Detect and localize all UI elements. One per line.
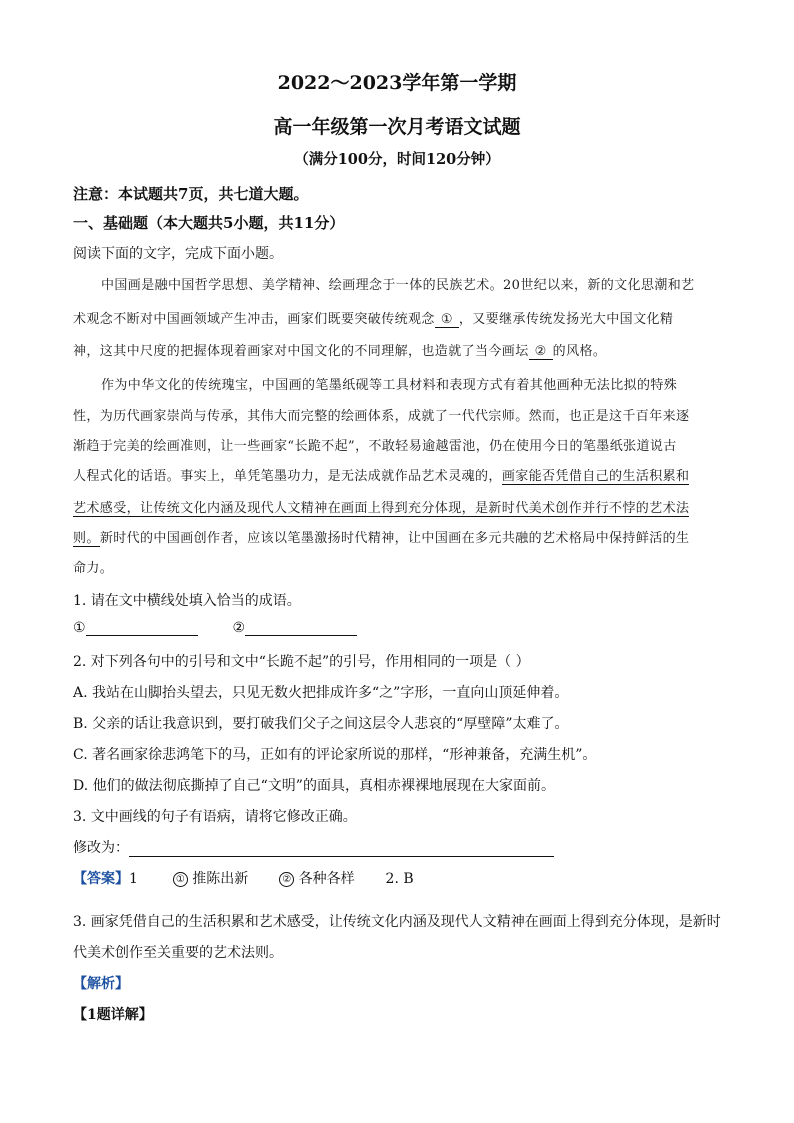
underlined-sentence: 则。 <box>73 531 100 546</box>
option-d: D. 他们的做法彻底撕掉了自己“文明”的面具，真相赤裸裸地展现在大家面前。 <box>73 778 555 794</box>
passage-line: 命力。 <box>73 561 114 576</box>
underlined-sentence: 艺术感受，让传统文化内涵及现代人文精神在画面上得到充分体现，是新时代美术创作并行不悖的艺术法 <box>73 501 690 516</box>
passage-line: 性，为历代画家崇尚与传承，其伟大而完整的绘画体系，成就了一代代宗师。然而，也正是这千百年来逐 <box>73 409 690 424</box>
passage-line: 则。新时代的中国画创作者，应该以笔墨激扬时代精神，让中国画在多元共融的艺术格局中保持鲜活的生 <box>73 531 690 546</box>
answer-line-1[interactable] <box>86 621 198 636</box>
analysis-detail-1: 【1题详解】 <box>73 1007 153 1023</box>
section-instruction: 阅读下面的文字，完成下面小题。 <box>73 246 283 262</box>
blank-2: ② <box>529 344 553 360</box>
underlined-sentence: 画家能否凭借自己的生活积累和 <box>501 469 690 484</box>
section-heading: 一、基础题（本大题共5小题，共11分） <box>73 214 345 232</box>
option-b: B. 父亲的话让我意识到，要打破我们父子之间这层令人悲哀的“厚壁障”太难了。 <box>73 716 569 732</box>
answer-line-3[interactable] <box>129 842 554 857</box>
passage-line: 神，这其中尺度的把握体现着画家对中国文化的不同理解，也造就了当今画坛 ② 的风格。 <box>73 344 607 359</box>
analysis-tag: 【解析】 <box>73 976 129 992</box>
passage-line <box>73 497 689 516</box>
passage-line: 渐趋于完美的绘画准则，让一些画家“长跪不起”，不敢轻易逾越雷池，仍在使用今日的笔墨纸张道说古 <box>73 439 677 454</box>
answer-q3-line: 代美术创作至关重要的艺术法则。 <box>73 945 283 961</box>
question-3: 3. 文中画线的句子有语病，请将它修改正确。 <box>73 809 357 825</box>
notice: 注意：本试题共7页，共七道大题。 <box>73 185 309 203</box>
exam-title: 高一年级第一次月考语文试题 <box>273 116 521 138</box>
answer-q3-line: 3. 画家凭借自己的生活积累和艺术感受，让传统文化内涵及现代人文精神在画面上得到充分体现，是新时 <box>73 914 721 930</box>
answer-mark-2: ② <box>279 872 294 887</box>
term-title: 2022～2023学年第一学期 <box>277 72 517 94</box>
passage-line: 中国画是融中国哲学思想、美学精神、绘画理念于一体的民族艺术。20世纪以来，新的文化思潮和艺 <box>101 278 695 293</box>
passage-line: 作为中华文化的传统瑰宝，中国画的笔墨纸砚等工具材料和表现方式有着其他画种无法比拟的特殊 <box>101 378 678 393</box>
question-1: 1. 请在文中横线处填入恰当的成语。 <box>73 593 301 609</box>
answer-row: 【答案】1 ① 推陈出新 ② 各种各样 2. B <box>73 871 414 887</box>
answer-tag: 【答案】 <box>73 871 129 887</box>
answer-line-2[interactable] <box>245 621 357 636</box>
passage-line: 术观念不断对中国画领域产生冲击，画家们既要突破传统观念 ① ，又要继承传统发扬光大中国文化精 <box>73 312 674 327</box>
answer-1: 推陈出新 <box>192 871 249 887</box>
passage-line: 人程式化的话语。事实上，单凭笔墨功力，是无法成就作品艺术灵魂的，画家能否凭借自己的生活积累和 <box>73 469 690 484</box>
question-3-fix: 修改为： <box>73 837 554 857</box>
exam-meta: （满分100分，时间120分钟） <box>294 151 500 168</box>
answer-2: 各种各样 <box>298 871 355 887</box>
question-2: 2. 对下列各句中的引号和文中“长跪不起”的引号，作用相同的一项是（ ） <box>73 654 530 670</box>
answer-mark-1: ① <box>173 872 188 887</box>
question-1-blanks: ① ② <box>73 620 357 636</box>
blank-1: ① <box>435 312 459 328</box>
option-c: C. 著名画家徐悲鸿笔下的马，正如有的评论家所说的那样，“形神兼备，充满生机”。 <box>73 747 597 763</box>
answer-q2: 2. B <box>385 871 414 887</box>
option-a: A. 我站在山脚抬头望去，只见无数火把排成许多“之”字形，一直向山顶延伸着。 <box>73 685 569 701</box>
